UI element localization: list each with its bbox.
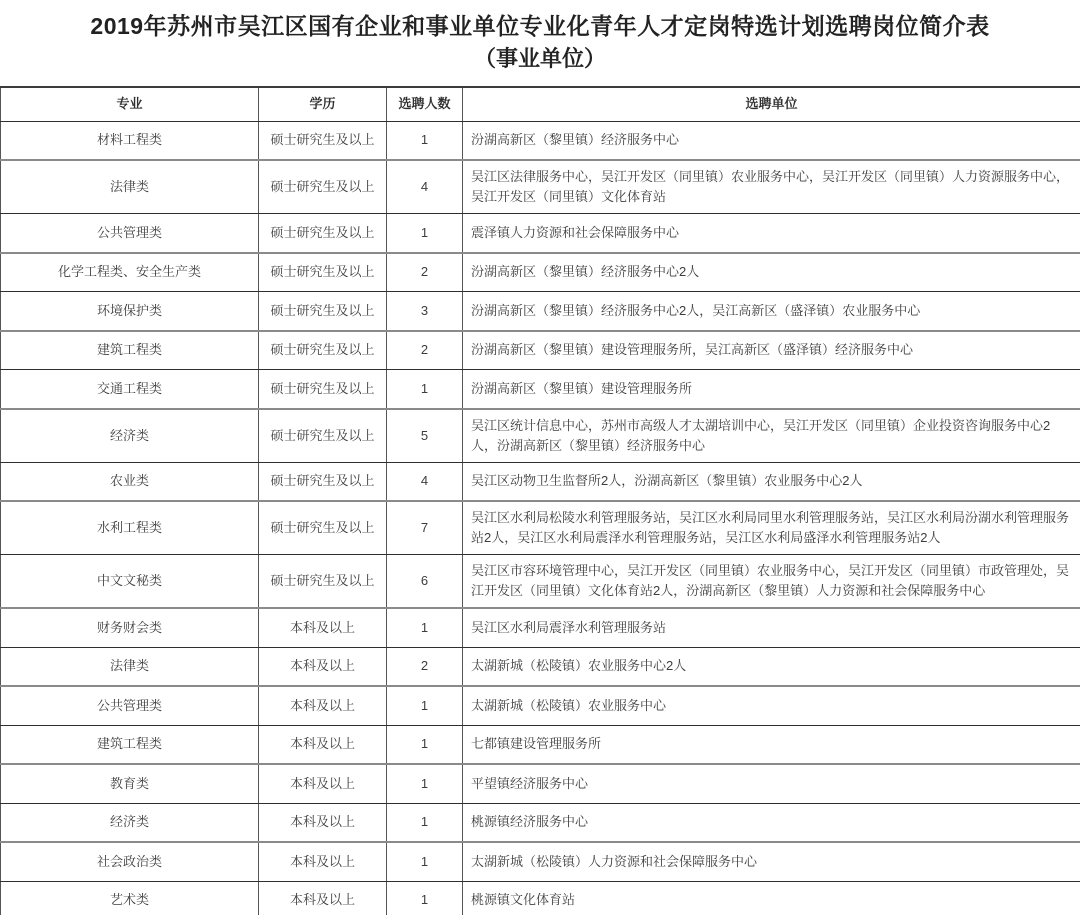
units-cell: 吴江区法律服务中心，吴江开发区（同里镇）农业服务中心，吴江开发区（同里镇）人力资源服务中心，吴江开发区（同里镇）文化体育站 <box>463 160 1080 214</box>
count-cell: 1 <box>387 803 463 842</box>
degree-cell: 本科及以上 <box>259 725 387 764</box>
count-cell: 2 <box>387 253 463 292</box>
major-cell: 中文文秘类 <box>1 555 259 609</box>
header-units: 选聘单位 <box>463 87 1080 121</box>
units-cell: 太湖新城（松陵镇）人力资源和社会保障服务中心 <box>463 842 1080 881</box>
major-cell: 法律类 <box>1 160 259 214</box>
table-row <box>1 214 1080 253</box>
degree-cell: 硕士研究生及以上 <box>259 462 387 501</box>
major-cell: 社会政治类 <box>1 842 259 881</box>
table-row <box>1 881 1080 915</box>
count-cell: 1 <box>387 686 463 725</box>
header-degree: 学历 <box>259 87 387 121</box>
header-count: 选聘人数 <box>387 87 463 121</box>
major-cell: 环境保护类 <box>1 292 259 331</box>
table-row <box>1 121 1080 160</box>
page-title-line1: 2019年苏州市吴江区国有企业和事业单位专业化青年人才定岗特选计划选聘岗位简介表 <box>90 13 990 39</box>
degree-cell: 本科及以上 <box>259 881 387 915</box>
major-cell: 建筑工程类 <box>1 331 259 370</box>
major-cell: 经济类 <box>1 803 259 842</box>
count-cell: 2 <box>387 331 463 370</box>
table-row <box>1 764 1080 803</box>
degree-cell: 硕士研究生及以上 <box>259 331 387 370</box>
table-header-row <box>1 87 1080 121</box>
count-cell: 1 <box>387 121 463 160</box>
degree-cell: 硕士研究生及以上 <box>259 292 387 331</box>
units-cell: 七都镇建设管理服务所 <box>463 725 1080 764</box>
units-cell: 震泽镇人力资源和社会保障服务中心 <box>463 214 1080 253</box>
units-cell: 桃源镇经济服务中心 <box>463 803 1080 842</box>
count-cell: 1 <box>387 214 463 253</box>
count-cell: 1 <box>387 370 463 409</box>
major-cell: 法律类 <box>1 647 259 686</box>
degree-cell: 本科及以上 <box>259 764 387 803</box>
table-row <box>1 331 1080 370</box>
count-cell: 6 <box>387 555 463 609</box>
count-cell: 3 <box>387 292 463 331</box>
table-row <box>1 160 1080 214</box>
units-cell: 平望镇经济服务中心 <box>463 764 1080 803</box>
major-cell: 化学工程类、安全生产类 <box>1 253 259 292</box>
count-cell: 1 <box>387 608 463 647</box>
table-row <box>1 608 1080 647</box>
count-cell: 4 <box>387 462 463 501</box>
degree-cell: 本科及以上 <box>259 647 387 686</box>
degree-cell: 本科及以上 <box>259 608 387 647</box>
major-cell: 艺术类 <box>1 881 259 915</box>
count-cell: 1 <box>387 725 463 764</box>
major-cell: 材料工程类 <box>1 121 259 160</box>
units-cell: 太湖新城（松陵镇）农业服务中心2人 <box>463 647 1080 686</box>
degree-cell: 本科及以上 <box>259 842 387 881</box>
degree-cell: 硕士研究生及以上 <box>259 121 387 160</box>
degree-cell: 硕士研究生及以上 <box>259 409 387 463</box>
major-cell: 建筑工程类 <box>1 725 259 764</box>
units-cell: 吴江区水利局震泽水利管理服务站 <box>463 608 1080 647</box>
count-cell: 7 <box>387 501 463 555</box>
count-cell: 1 <box>387 842 463 881</box>
units-cell: 汾湖高新区（黎里镇）经济服务中心2人 <box>463 253 1080 292</box>
units-cell: 吴江区动物卫生监督所2人，汾湖高新区（黎里镇）农业服务中心2人 <box>463 462 1080 501</box>
page-title-line2: （事业单位） <box>473 46 606 71</box>
degree-cell: 硕士研究生及以上 <box>259 214 387 253</box>
units-cell: 汾湖高新区（黎里镇）经济服务中心 <box>463 121 1080 160</box>
units-cell: 汾湖高新区（黎里镇）建设管理服务所 <box>463 370 1080 409</box>
table-row <box>1 370 1080 409</box>
table-row <box>1 842 1080 881</box>
major-cell: 经济类 <box>1 409 259 463</box>
units-cell: 太湖新城（松陵镇）农业服务中心 <box>463 686 1080 725</box>
header-major: 专业 <box>1 87 259 121</box>
table-row <box>1 725 1080 764</box>
units-cell: 吴江区统计信息中心，苏州市高级人才太湖培训中心，吴江开发区（同里镇）企业投资咨询服务中心2人，汾湖高新区（黎里镇）经济服务中心 <box>463 409 1080 463</box>
major-cell: 财务财会类 <box>1 608 259 647</box>
degree-cell: 硕士研究生及以上 <box>259 370 387 409</box>
table-row <box>1 253 1080 292</box>
count-cell: 2 <box>387 647 463 686</box>
degree-cell: 硕士研究生及以上 <box>259 555 387 609</box>
degree-cell: 硕士研究生及以上 <box>259 160 387 214</box>
table-row <box>1 555 1080 609</box>
major-cell: 水利工程类 <box>1 501 259 555</box>
units-cell: 汾湖高新区（黎里镇）经济服务中心2人，吴江高新区（盛泽镇）农业服务中心 <box>463 292 1080 331</box>
table-row <box>1 409 1080 463</box>
units-cell: 汾湖高新区（黎里镇）建设管理服务所，吴江高新区（盛泽镇）经济服务中心 <box>463 331 1080 370</box>
count-cell: 1 <box>387 764 463 803</box>
major-cell: 教育类 <box>1 764 259 803</box>
major-cell: 公共管理类 <box>1 686 259 725</box>
table-row <box>1 686 1080 725</box>
page-title <box>0 0 1080 86</box>
degree-cell: 硕士研究生及以上 <box>259 501 387 555</box>
table-row <box>1 803 1080 842</box>
degree-cell: 本科及以上 <box>259 686 387 725</box>
table-row <box>1 292 1080 331</box>
count-cell: 1 <box>387 881 463 915</box>
degree-cell: 本科及以上 <box>259 803 387 842</box>
count-cell: 4 <box>387 160 463 214</box>
major-cell: 农业类 <box>1 462 259 501</box>
recruitment-table <box>0 86 1080 915</box>
major-cell: 公共管理类 <box>1 214 259 253</box>
table-row <box>1 647 1080 686</box>
units-cell: 吴江区水利局松陵水利管理服务站，吴江区水利局同里水利管理服务站，吴江区水利局汾湖水利管理服务站2人，吴江区水利局震泽水利管理服务站，吴江区水利局盛泽水利管理服务站2人 <box>463 501 1080 555</box>
table-row <box>1 501 1080 555</box>
major-cell: 交通工程类 <box>1 370 259 409</box>
units-cell: 桃源镇文化体育站 <box>463 881 1080 915</box>
degree-cell: 硕士研究生及以上 <box>259 253 387 292</box>
table-row <box>1 462 1080 501</box>
count-cell: 5 <box>387 409 463 463</box>
units-cell: 吴江区市容环境管理中心，吴江开发区（同里镇）农业服务中心，吴江开发区（同里镇）市政管理处，吴江开发区（同里镇）文化体育站2人，汾湖高新区（黎里镇）人力资源和社会保障服务中心 <box>463 555 1080 609</box>
